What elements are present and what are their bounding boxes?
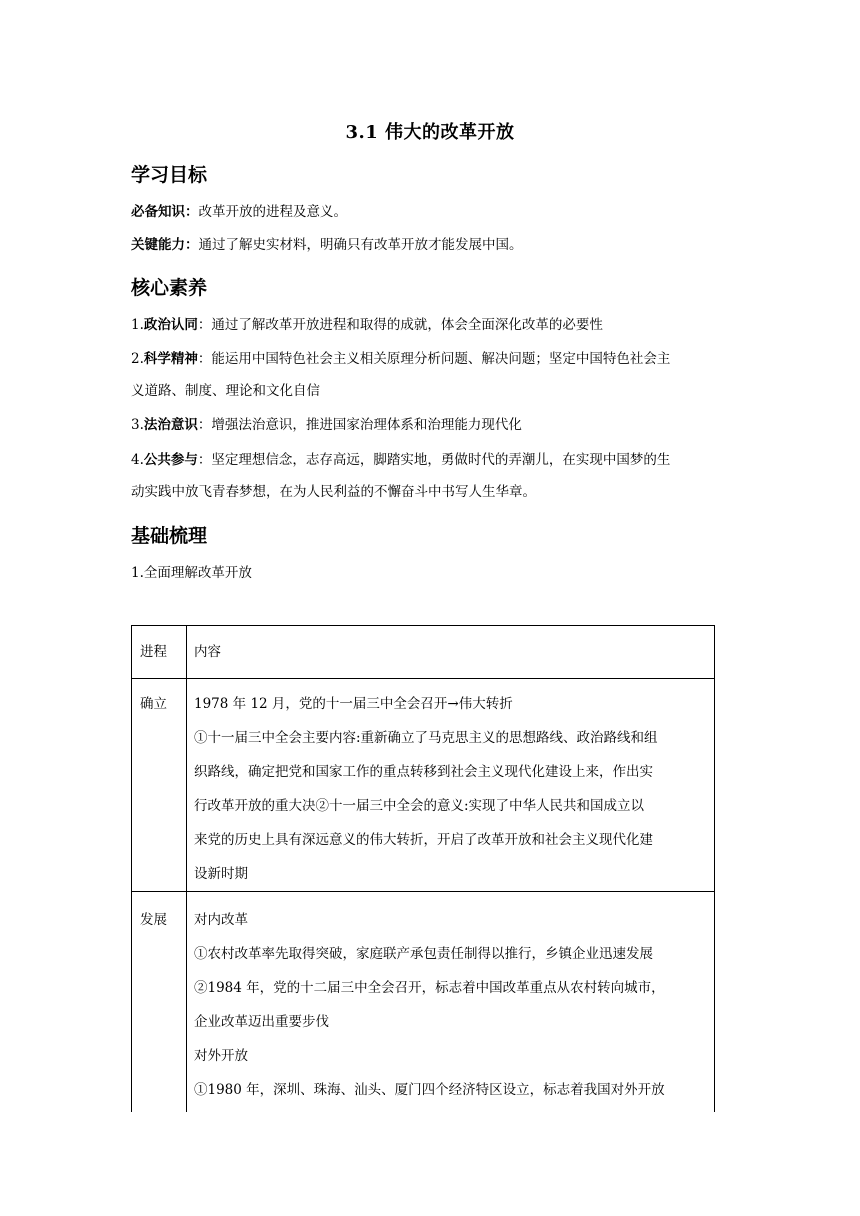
basics-subheading: 1.全面理解改革开放 [131, 565, 252, 581]
table-row-line: ①十一届三中全会主要内容:重新确立了马克思主义的思想路线、政治路线和组 [194, 730, 658, 746]
literacy-text: ：通过了解改革开放进程和取得的成就，体会全面深化改革的必要性 [197, 317, 603, 333]
table-row-line: 织路线，确定把党和国家工作的重点转移到社会主义现代化建设上来，作出实 [194, 764, 653, 780]
literacy-num: 2. [131, 351, 144, 367]
literacy-label: 法治意识 [143, 417, 198, 433]
objective-text: 改革开放的进程及意义。 [198, 204, 347, 220]
table-row-line: 对外开放 [194, 1048, 248, 1064]
literacy-label: 科学精神 [143, 351, 198, 367]
literacy-item-participation [131, 451, 731, 469]
literacy-item-participation-cont: 动实践中放飞青春梦想，在为人民利益的不懈奋斗中书写人生华章。 [131, 484, 536, 500]
table-row-line: ①1980 年，深圳、珠海、汕头、厦门四个经济特区设立，标志着我国对外开放 [194, 1082, 665, 1098]
heading-objectives: 学习目标 [131, 164, 208, 186]
literacy-text: ：坚定理想信念，志存高远，脚踏实地，勇做时代的弄潮儿，在实现中国梦的生 [197, 452, 671, 468]
objective-label: 必备知识： [131, 204, 199, 220]
heading-literacy: 核心素养 [131, 277, 208, 299]
table-row-divider [132, 678, 714, 679]
literacy-item-science-cont: 义道路、制度、理论和文化自信 [131, 383, 320, 399]
literacy-text: ：能运用中国特色社会主义相关原理分析问题、解决问题；坚定中国特色社会主 [197, 351, 671, 367]
literacy-text: ：增强法治意识，推进国家治理体系和治理能力现代化 [197, 417, 522, 433]
literacy-label: 政治认同 [143, 317, 198, 333]
table-row-line: 对内改革 [194, 912, 248, 928]
table-row-stage: 发展 [140, 912, 167, 928]
heading-basics: 基础梳理 [131, 525, 208, 547]
reform-table [131, 625, 715, 1112]
literacy-item-science [131, 350, 731, 368]
literacy-item-political [131, 316, 731, 334]
literacy-num: 4. [131, 452, 144, 468]
table-row-line: 设新时期 [194, 866, 248, 882]
table-row-line: ②1984 年，党的十二届三中全会召开，标志着中国改革重点从农村转向城市， [194, 980, 665, 996]
literacy-label: 公共参与 [143, 452, 198, 468]
table-header-content: 内容 [194, 644, 221, 660]
objective-ability [131, 236, 731, 254]
page-title: 3.1 伟大的改革开放 [345, 122, 515, 143]
table-row-line: 行改革开放的重大决②十一届三中全会的意义:实现了中华人民共和国成立以 [194, 798, 645, 814]
objective-knowledge [131, 203, 731, 221]
table-row-line: 来党的历史上具有深远意义的伟大转折，开启了改革开放和社会主义现代化建 [194, 832, 653, 848]
table-row-stage: 确立 [140, 696, 167, 712]
table-header-stage: 进程 [140, 644, 167, 660]
table-row-line: ①农村改革率先取得突破，家庭联产承包责任制得以推行，乡镇企业迅速发展 [194, 946, 653, 962]
objective-text: 通过了解史实材料，明确只有改革开放才能发展中国。 [198, 237, 523, 253]
literacy-item-law [131, 416, 731, 434]
objective-label: 关键能力： [131, 237, 199, 253]
table-column-divider [186, 626, 187, 1112]
table-row-line: 企业改革迈出重要步伐 [194, 1014, 329, 1030]
table-row-line: 1978 年 12 月，党的十一届三中全会召开→伟大转折 [194, 696, 513, 712]
literacy-num: 1. [131, 317, 144, 333]
table-row-divider [132, 891, 714, 892]
literacy-num: 3. [131, 417, 144, 433]
